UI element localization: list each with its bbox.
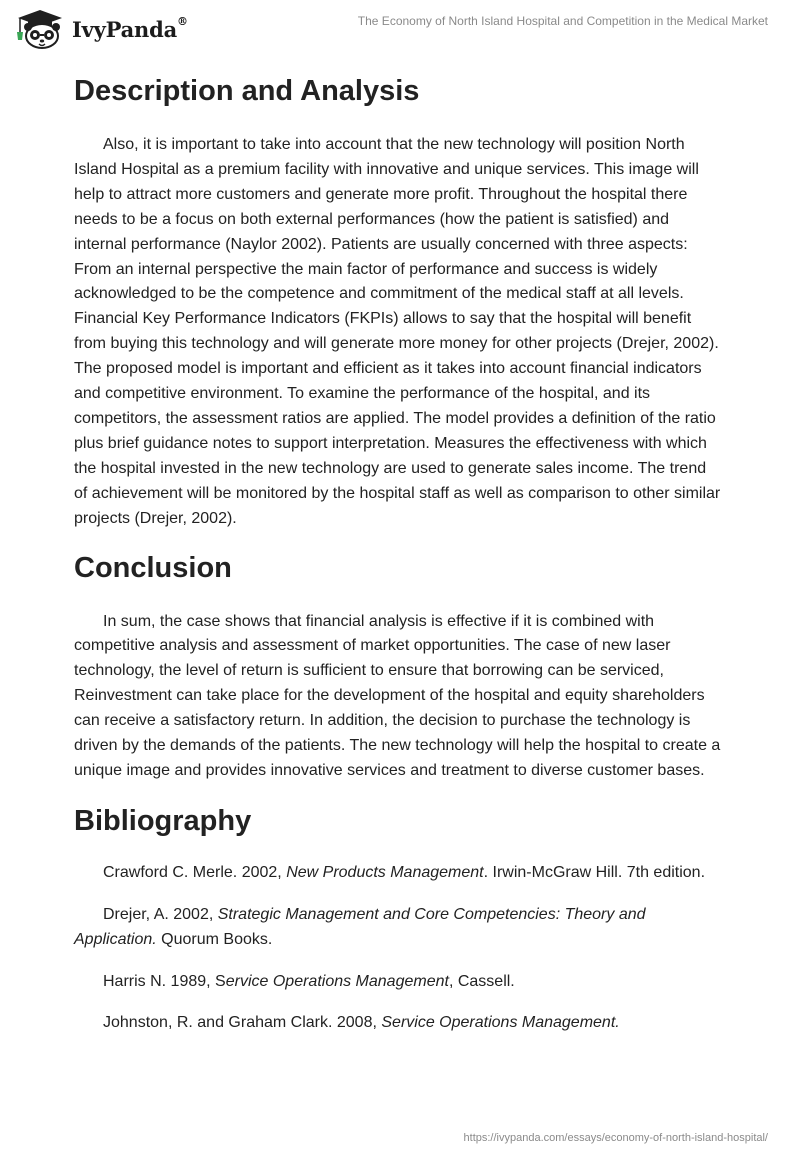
ivypanda-logo[interactable] (14, 8, 188, 50)
description-section (74, 68, 722, 532)
bibliography-entry: Crawford C. Merle. 2002, New Products Management. Irwin-McGraw Hill. 7th edition. (103, 863, 706, 881)
conclusion-paragraph: In sum, the case shows that financial analysis is effective if it is combined with competitive analysis and assessment of market opportunities. The case of new laser technology, the level of return is sufficient to ensure that borrowing can be serviced, Reinvestment can take place for the development of the hospital and equity shareholders can receive a satisfactory return. In addition, the decision to purchase the technology is driven by the demands of the patients. The new technology will help the hospital to create a unique image and provides innovative services and treatment to diverse customer bases. (74, 612, 721, 779)
description-heading: Description and Analysis (74, 75, 420, 107)
bibliography-entry: Harris N. 1989, Service Operations Management, Cassell. (103, 972, 515, 990)
conclusion-heading: Conclusion (74, 551, 232, 584)
bibliography-entry-title: Service Operations Management. (381, 1014, 620, 1032)
bibliography-entry: Johnston, R. and Graham Clark. 2008, Service Operations Management. (103, 1014, 620, 1032)
conclusion-section (74, 545, 722, 784)
document-title: The Economy of North Island Hospital and Competition in the Medical Market (357, 14, 768, 28)
page-header (0, 0, 800, 56)
essay-content (74, 68, 722, 1053)
panda-graduate-icon (14, 8, 66, 50)
logo-wordmark: IvyPanda® (72, 14, 188, 42)
source-url[interactable]: https://ivypanda.com/essays/economy-of-north-island-hospital/ (463, 1132, 768, 1144)
bibliography-entry-title: ervice Operations Management (225, 972, 449, 990)
bibliography-entry: Drejer, A. 2002, Strategic Management and Core Competencies: Theory and Application. Quorum Books. (74, 905, 646, 948)
bibliography-entry-title: Strategic Management and Core Competencies: Theory and Application. (74, 905, 646, 948)
bibliography-entry-title: New Products Management (286, 863, 484, 881)
bibliography-section (74, 798, 722, 1037)
description-paragraph: Also, it is important to take into account that the new technology will position North Island Hospital as a premium facility with innovative and unique services. This image will help to attract more customers and generate more profit. Throughout the hospital there needs to be a focus on both external performances (how the patient is satisfied) and internal performance (Naylor 2002). Patients are usually concerned with three aspects: From an internal perspective the main factor of performance and success is widely acknowledged to be the competence and commitment of the medical staff at all levels. Financial Key Performance Indicators (FKPIs) allows to say that the hospital will benefit from buying this technology and will generate more money for other projects (Drejer, 2002). The proposed model is important and efficient as it takes into account financial indicators and competitive environment. To examine the performance of the hospital, and its competitors, the assessment ratios are applied. The model provides a definition of the ratio plus brief guidance notes to support interpretation. Measures the effectiveness with which the hospital invested in the new technology are used to generate sales income. The trend of achievement will be monitored by the hospital staff as well as comparison to other similar projects (Drejer, 2002). (74, 136, 721, 527)
bibliography-heading: Bibliography (74, 804, 252, 837)
